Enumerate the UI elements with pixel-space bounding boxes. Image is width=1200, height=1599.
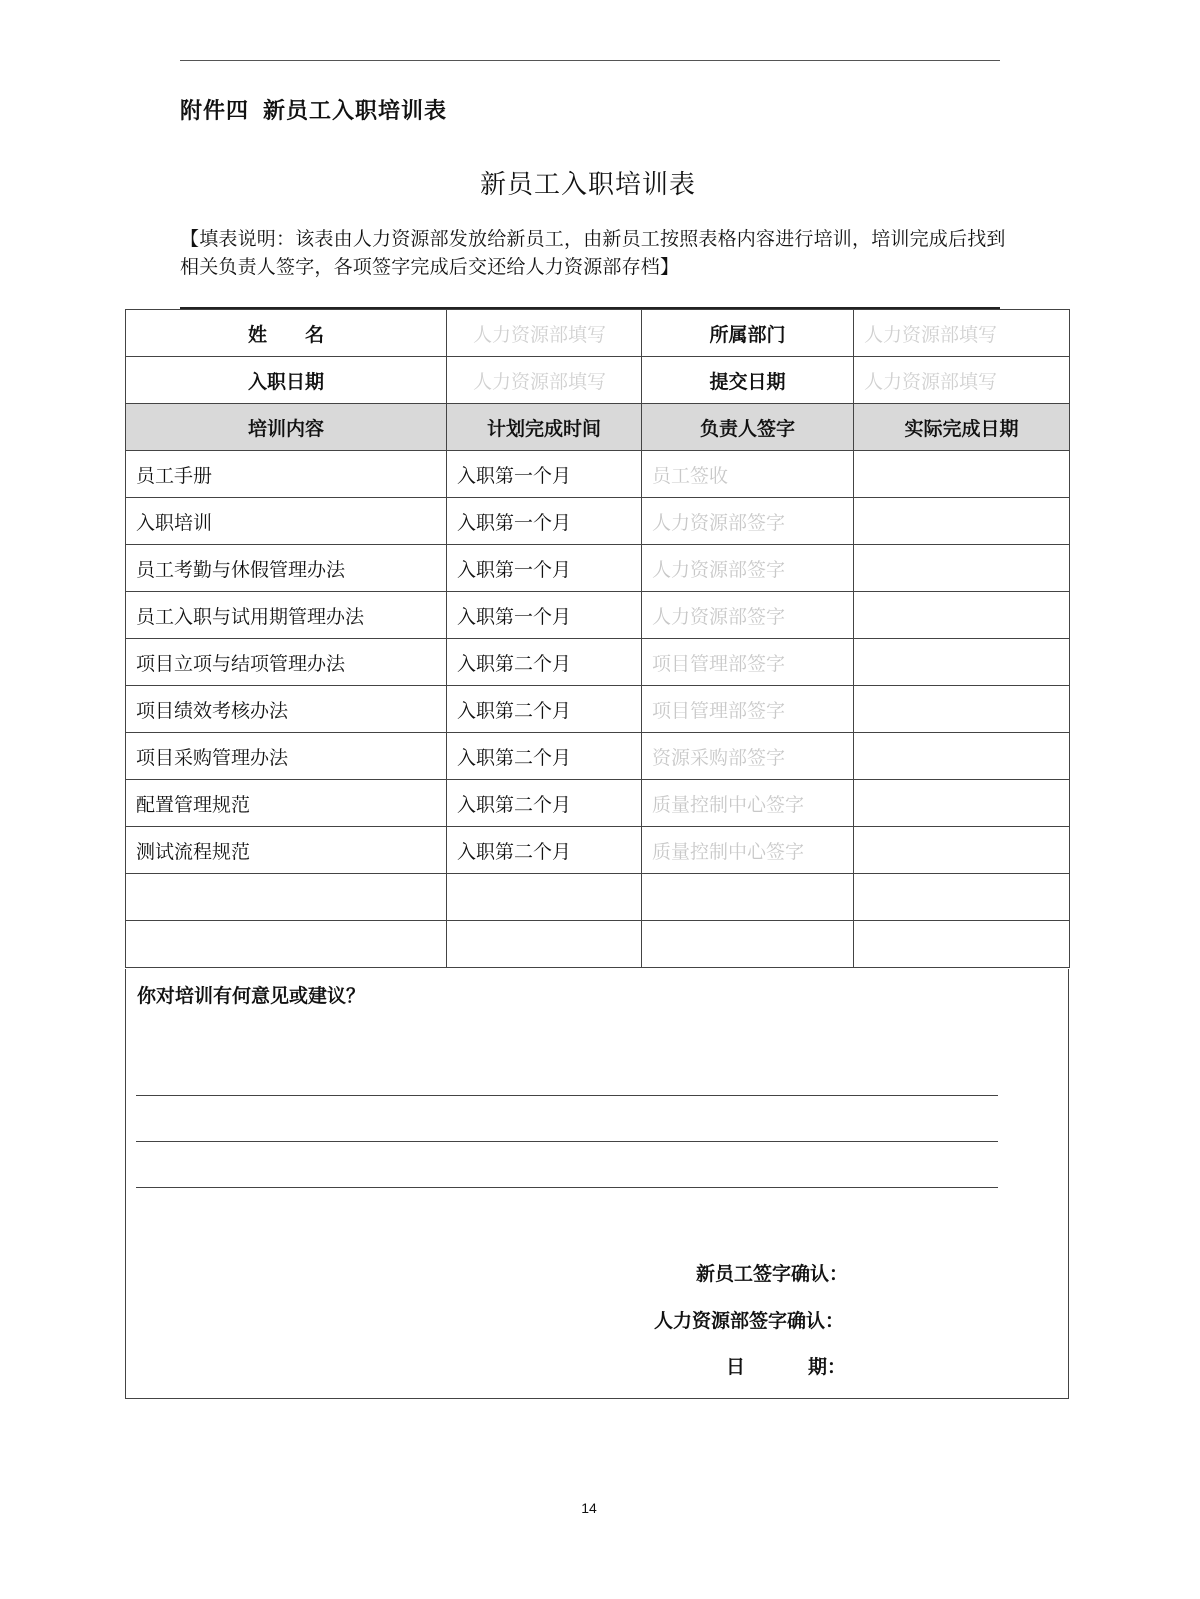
actual-date-cell[interactable] — [854, 451, 1070, 498]
feedback-line[interactable] — [136, 1187, 998, 1188]
info-row-dates — [126, 357, 1070, 404]
info-row-name — [126, 310, 1070, 357]
signer-cell[interactable]: 质量控制中心签字 — [642, 827, 854, 874]
signer-cell[interactable]: 员工签收 — [642, 451, 854, 498]
name-field[interactable]: 人力资源部填写 — [447, 310, 642, 357]
signer-cell[interactable]: 人力资源部签字 — [642, 545, 854, 592]
fill-instructions: 【填表说明：该表由人力资源部发放给新员工，由新员工按照表格内容进行培训，培训完成后找到相关负责人签字，各项签字完成后交还给人力资源部存档】 — [180, 228, 1006, 278]
planned-time-cell: 入职第二个月 — [447, 780, 642, 827]
actual-date-cell[interactable] — [854, 686, 1070, 733]
training-content-cell — [126, 921, 447, 968]
actual-date-cell[interactable] — [854, 827, 1070, 874]
training-content-cell — [126, 874, 447, 921]
header-training-content: 培训内容 — [126, 404, 447, 451]
feedback-section — [125, 969, 1069, 1399]
table-row — [126, 498, 1070, 545]
actual-date-cell[interactable] — [854, 498, 1070, 545]
header-planned-time: 计划完成时间 — [447, 404, 642, 451]
department-label: 所属部门 — [642, 310, 854, 357]
feedback-question: 你对培训有何意见或建议？ — [137, 985, 366, 1007]
planned-time-cell: 入职第二个月 — [447, 686, 642, 733]
planned-time-cell: 入职第二个月 — [447, 639, 642, 686]
table-row — [126, 686, 1070, 733]
training-content-cell: 测试流程规范 — [126, 827, 447, 874]
feedback-line[interactable] — [136, 1141, 998, 1142]
training-content-cell: 项目立项与结项管理办法 — [126, 639, 447, 686]
join-date-field[interactable]: 人力资源部填写 — [447, 357, 642, 404]
training-content-cell: 员工入职与试用期管理办法 — [126, 592, 447, 639]
employee-signature-confirm: 新员工签字确认： — [696, 1263, 849, 1285]
submit-date-label: 提交日期 — [642, 357, 854, 404]
planned-time-cell: 入职第二个月 — [447, 733, 642, 780]
actual-date-cell[interactable] — [854, 780, 1070, 827]
planned-time-cell: 入职第一个月 — [447, 498, 642, 545]
name-label: 姓 名 — [126, 310, 447, 357]
actual-date-cell[interactable] — [854, 733, 1070, 780]
appendix-title: 新员工入职培训表 — [263, 98, 448, 124]
feedback-line[interactable] — [136, 1095, 998, 1096]
submit-date-field[interactable]: 人力资源部填写 — [854, 357, 1070, 404]
actual-date-cell[interactable] — [854, 545, 1070, 592]
appendix-heading — [180, 94, 447, 125]
training-form-table — [125, 309, 1070, 968]
document-title: 新员工入职培训表 — [479, 170, 696, 200]
planned-time-cell: 入职第二个月 — [447, 827, 642, 874]
signer-cell[interactable]: 人力资源部签字 — [642, 498, 854, 545]
planned-time-cell: 入职第一个月 — [447, 592, 642, 639]
training-content-cell: 员工考勤与休假管理办法 — [126, 545, 447, 592]
hr-signature-confirm: 人力资源部签字确认： — [654, 1310, 845, 1332]
training-content-cell: 项目采购管理办法 — [126, 733, 447, 780]
planned-time-cell: 入职第一个月 — [447, 545, 642, 592]
training-content-cell: 项目绩效考核办法 — [126, 686, 447, 733]
training-content-cell: 员工手册 — [126, 451, 447, 498]
table-header-row — [126, 404, 1070, 451]
signer-cell[interactable]: 项目管理部签字 — [642, 639, 854, 686]
actual-date-cell[interactable] — [854, 592, 1070, 639]
date-label-part1: 日 — [726, 1356, 746, 1378]
signer-cell[interactable]: 质量控制中心签字 — [642, 780, 854, 827]
header-signer: 负责人签字 — [642, 404, 854, 451]
header-rule — [180, 60, 1000, 61]
actual-date-cell[interactable] — [854, 639, 1070, 686]
signer-cell[interactable]: 资源采购部签字 — [642, 733, 854, 780]
table-row — [126, 545, 1070, 592]
table-row — [126, 592, 1070, 639]
training-content-cell: 配置管理规范 — [126, 780, 447, 827]
table-row — [126, 451, 1070, 498]
training-content-cell: 入职培训 — [126, 498, 447, 545]
appendix-label: 附件四 — [180, 98, 250, 124]
planned-time-cell: 入职第一个月 — [447, 451, 642, 498]
signer-cell[interactable]: 人力资源部签字 — [642, 592, 854, 639]
planned-time-cell — [447, 874, 642, 921]
table-row — [126, 639, 1070, 686]
department-field[interactable]: 人力资源部填写 — [854, 310, 1070, 357]
table-row — [126, 827, 1070, 874]
table-row — [126, 733, 1070, 780]
table-row — [126, 874, 1070, 921]
actual-date-cell[interactable] — [854, 874, 1070, 921]
signer-cell[interactable]: 项目管理部签字 — [642, 686, 854, 733]
signer-cell[interactable] — [642, 921, 854, 968]
table-row — [126, 780, 1070, 827]
actual-date-cell[interactable] — [854, 921, 1070, 968]
header-actual-date: 实际完成日期 — [854, 404, 1070, 451]
join-date-label: 入职日期 — [126, 357, 447, 404]
signer-cell[interactable] — [642, 874, 854, 921]
page-number: 14 — [581, 1500, 597, 1516]
date-label-part2: 期： — [808, 1356, 847, 1378]
table-row — [126, 921, 1070, 968]
planned-time-cell — [447, 921, 642, 968]
